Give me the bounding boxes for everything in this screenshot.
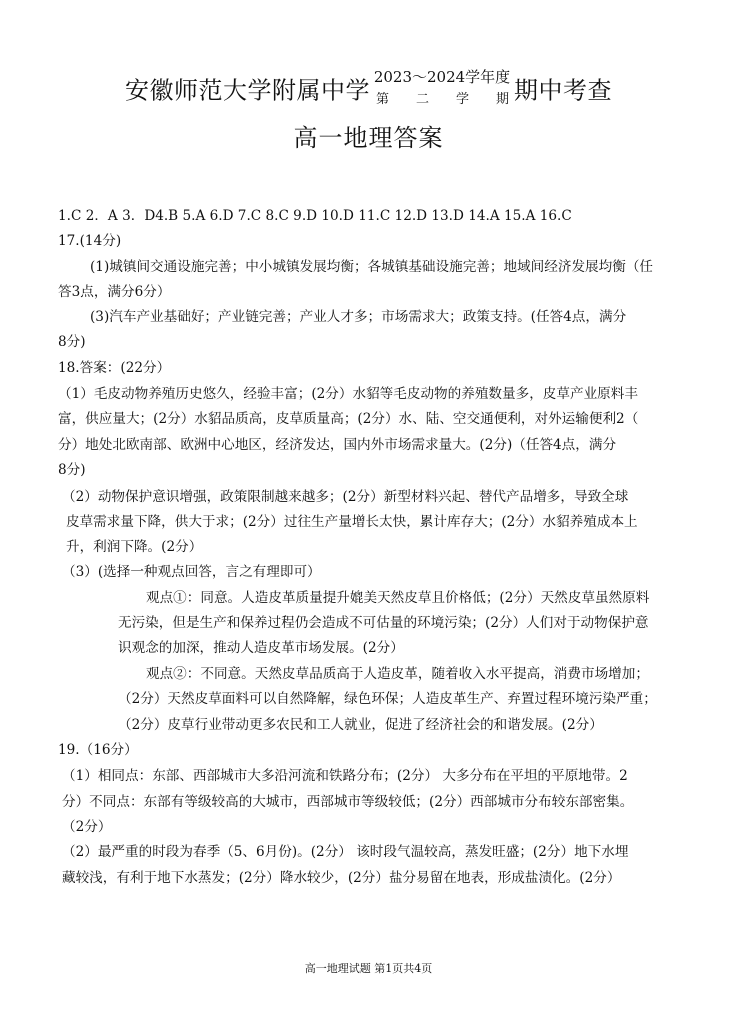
question-heading: 19.（16分） xyxy=(58,742,138,758)
answer-line: （2分） xyxy=(62,819,112,835)
answer-line: 藏较浅，有利于地下水蒸发；(2分）降水较少，(2分）盐分易留在地表，形成盐渍化。(2分） xyxy=(62,870,621,886)
answer-line: （1）毛皮动物养殖历史悠久，经验丰富；(2分）水貂等毛皮动物的养殖数量多，皮草产业原料丰 xyxy=(58,386,638,402)
answer-line: 皮草需求量下降，供大于求；(2分）过往生产量增长太快，累计库存大；(2分）水貂养殖成本上 xyxy=(66,514,638,530)
answer-line: （2分）天然皮草面料可以自然降解，绿色环保；人造皮革生产、弃置过程环境污染严重； xyxy=(118,691,657,707)
term-char: 二 xyxy=(416,92,430,107)
term-char: 学 xyxy=(456,92,470,107)
exam-name: 期中考查 xyxy=(514,76,612,105)
answer-line: 分）地处北欧南部、欧洲中心地区，经济发达，国内外市场需求量大。(2分)（任答4点，满分 xyxy=(58,437,617,453)
answer-line: 升，利润下降。(2分） xyxy=(66,539,203,555)
term-char: 第 xyxy=(376,92,390,107)
answer-line: 观点①：同意。人造皮革质量提升媲美天然皮草且价格低；(2分）天然皮草虽然原料 xyxy=(146,590,650,606)
term-char: 期 xyxy=(496,92,510,107)
choice-answers: 1.C 2．A 3．D4.B 5.A 6.D 7.C 8.C 9.D 10.D 11.C 12.D 13.D 14.A 15.A 16.C xyxy=(58,208,572,224)
answer-line: 识观念的加深，推动人造皮革市场发展。(2分） xyxy=(118,640,404,656)
page-title: 高一地理答案 xyxy=(293,124,444,152)
school-year: 2023～2024学年度 xyxy=(373,68,511,86)
answer-line: （2分）皮草行业带动更多农民和工人就业，促进了经济社会的和谐发展。(2分） xyxy=(118,717,603,733)
answer-line: （2）最严重的时段为春季（5、6月份)。(2分） 该时段气温较高，蒸发旺盛；(2分）地下水埋 xyxy=(62,844,629,860)
answer-line: （3）(选择一种观点回答，言之有理即可） xyxy=(62,564,321,580)
page-footer: 高一地理试题 第1页共4页 xyxy=(304,962,433,975)
question-heading: 18.答案：(22分） xyxy=(58,360,171,376)
answer-line: 8分) xyxy=(58,334,86,350)
exam-title xyxy=(0,66,737,116)
answer-line: 8分) xyxy=(58,462,86,478)
answer-line: （1）相同点：东部、西部城市大多沿河流和铁路分布；(2分） 大多分布在平坦的平原地带。2 xyxy=(62,768,628,784)
answer-line: 无污染，但是生产和保养过程仍会造成不可估量的环境污染；(2分）人们对于动物保护意 xyxy=(118,615,649,631)
question-heading: 17.(14分) xyxy=(58,233,122,249)
answer-line: (3)汽车产业基础好；产业链完善；产业人才多；市场需求大；政策支持。(任答4点，满分 xyxy=(90,309,627,325)
answer-line: 富，供应量大；(2分）水貂品质高，皮草质量高；(2分）水、陆、空交通便利，对外运输便利2（ xyxy=(58,411,639,427)
answer-line: 答3点，满分6分） xyxy=(58,284,171,300)
answer-line: 观点②：不同意。天然皮草品质高于人造皮革，随着收入水平提高，消费市场增加； xyxy=(146,666,649,682)
school-name: 安徽师范大学附属中学 xyxy=(125,76,370,105)
answer-line: （2）动物保护意识增强，政策限制越来越多；(2分）新型材料兴起、替代产品增多，导致全球 xyxy=(62,489,629,505)
answer-line: 分）不同点：东部有等级较高的大城市，西部城市等级较低；(2分）西部城市分布较东部密集。 xyxy=(62,794,634,810)
answer-line: (1)城镇间交通设施完善；中小城镇发展均衡；各城镇基础设施完善；地域间经济发展均衡（任 xyxy=(90,259,654,275)
term-block xyxy=(372,66,512,110)
